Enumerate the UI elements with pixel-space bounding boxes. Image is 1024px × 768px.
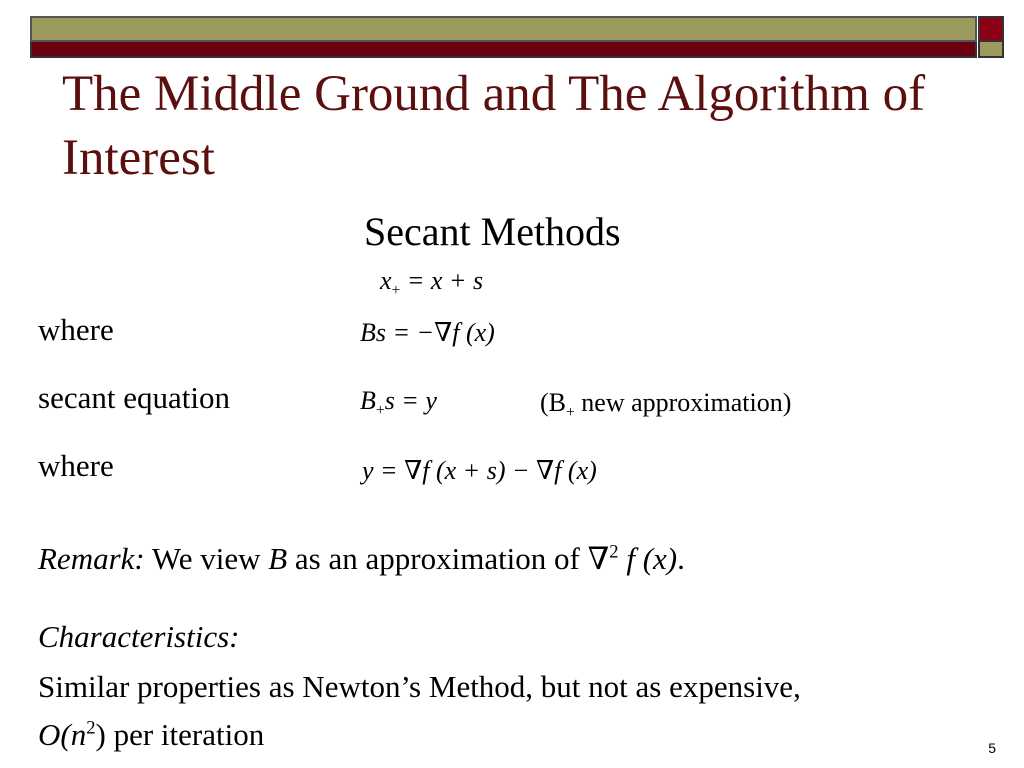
remark-math-rest: f (x) (618, 541, 678, 576)
update-lhs-var: x (380, 266, 392, 295)
slide-title: The Middle Ground and The Algorithm of Interest (62, 66, 926, 186)
characteristics-line-2-rest: per iteration (105, 717, 265, 752)
secant-note-open: (B (540, 388, 566, 417)
header-bar-olive (30, 16, 977, 42)
secant-note-sub: + (566, 404, 575, 422)
newton-lhs: Bs (360, 318, 386, 347)
newton-rhs: = −∇f (x) (392, 318, 495, 347)
remark-text-2: as an approximation of (287, 541, 588, 576)
secant-note-rest: new approximation) (574, 388, 792, 417)
y-definition: y = ∇f (x + s) − ∇f (x) (362, 456, 597, 485)
header-bar-red (30, 42, 977, 58)
newton-equation (360, 318, 495, 348)
slide-number: 5 (988, 740, 996, 756)
complexity-close: ) (95, 717, 106, 752)
remark-math (588, 541, 677, 576)
secant-rhs: s = y (384, 386, 437, 415)
remark-b: B (268, 541, 288, 576)
characteristics-line-1: Similar properties as Newton’s Method, but not as expensive, (38, 669, 801, 704)
secant-label: secant equation (38, 380, 230, 415)
header-square-olive (978, 42, 1004, 58)
slide-subtitle: Secant Methods (364, 209, 621, 254)
secant-note (540, 388, 792, 422)
complexity-o: O(n (38, 717, 87, 752)
remark-sup: 2 (609, 541, 619, 563)
update-lhs-sub: + (391, 282, 401, 300)
remark-end: . (677, 541, 685, 576)
complexity-sup: 2 (86, 717, 96, 739)
header-square-red (978, 16, 1004, 42)
secant-equation (360, 386, 437, 420)
characteristics-heading: Characteristics: (38, 619, 240, 654)
remark-line (38, 540, 685, 578)
where-label-1: where (38, 312, 114, 347)
where-label-2: where (38, 448, 114, 483)
remark-text-1: We view (144, 541, 269, 576)
remark-label: Remark: (38, 541, 145, 576)
update-rhs: = x + s (406, 266, 484, 295)
update-equation (380, 266, 484, 300)
secant-lhs-var: B (360, 386, 376, 415)
remark-nabla: ∇ (587, 541, 610, 576)
secant-lhs-sub: + (375, 402, 385, 420)
characteristics-line-2 (38, 716, 264, 754)
